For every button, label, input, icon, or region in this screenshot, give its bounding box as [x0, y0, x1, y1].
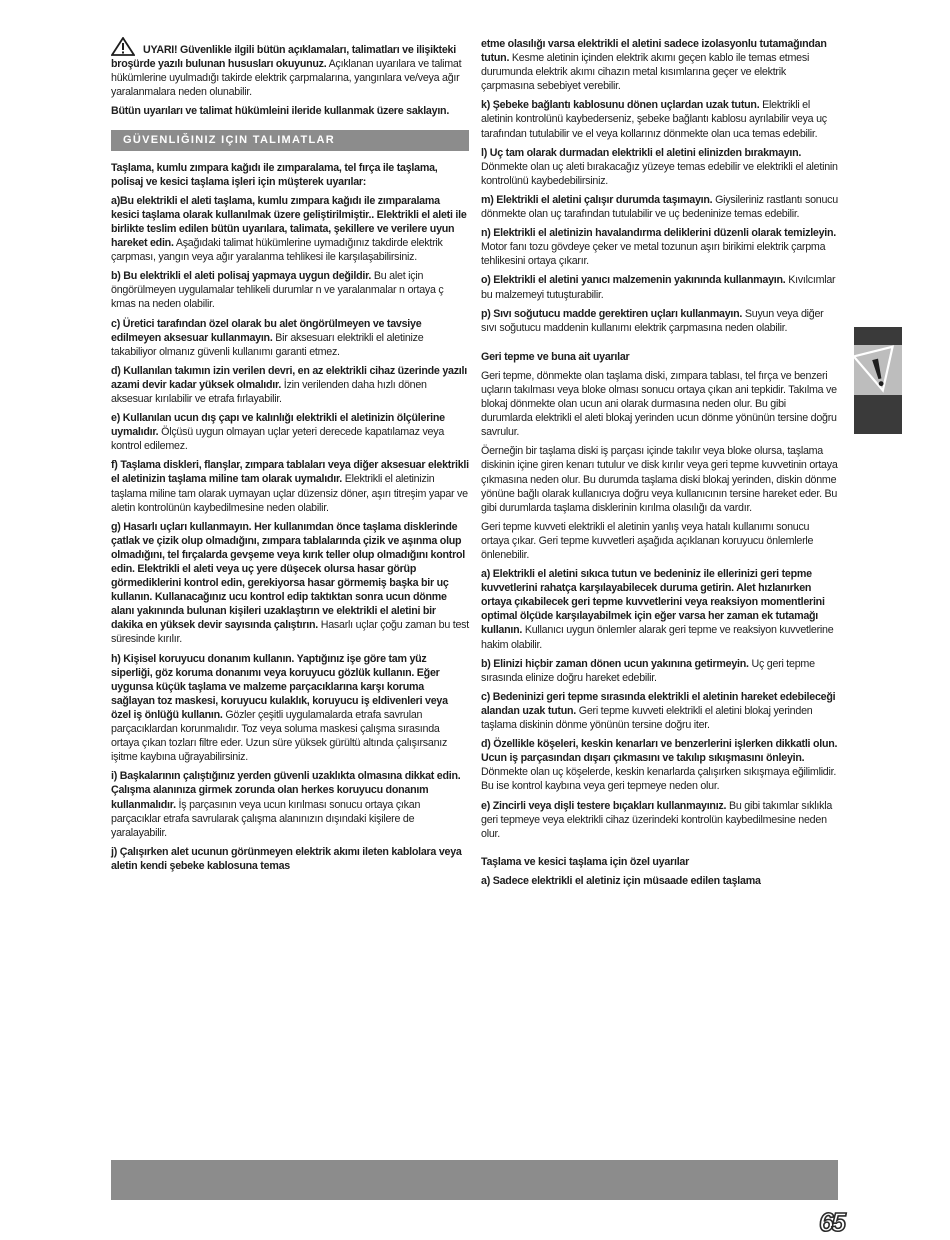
item-bold: e) Zincirli veya dişli testere bıçakları kullanmayınız.	[481, 799, 727, 812]
list-item	[481, 273, 839, 301]
list-item	[111, 317, 469, 359]
list-item	[481, 799, 839, 841]
list-item	[481, 146, 839, 188]
item-text: Hasarlı uçlar çoğu zaman bu test süresinde kırılır.	[111, 619, 469, 646]
list-item	[481, 737, 839, 793]
item-text: Elektrikli el aletinin kontrolünü kaybederseniz, şebeke bağlantı kablosu ayrılabilir veya uç tarafından tutulabilir ve el veya kollarınız dönmekte olan uca temas edebilir.	[481, 99, 827, 140]
list-item	[111, 520, 469, 647]
footer-bar	[111, 1160, 838, 1200]
item-bold: l) Uç tam olarak durmadan elektrikli el aletini elinizden bırakmayın.	[481, 146, 802, 159]
item-bold: p) Sıvı soğutucu madde gerektiren uçları kullanmayın.	[481, 307, 743, 320]
item-bold: d) Kullanılan takımın izin verilen devri, en az elektrikli cihaz üzerinde yazılı azami devir kadar yüksek olmalıdır.	[111, 364, 467, 391]
item-text: Bir aksesuarı elektrikli el aletinize takabiliyor olmanız güvenli kullanımı garanti etmez.	[111, 331, 424, 358]
item-bold: c) Bedeninizi geri tepme sırasında elektrikli el aletinin hareket edebileceği alandan uzak tutun.	[481, 690, 836, 717]
item-text: Geri tepme kuvveti elektrikli el aletini blokaj yerinden taşlama diskinin dönme yönünün tersine doğru iter.	[481, 704, 813, 732]
item-bold: n) Elektrikli el aletinizin havalandırma deliklerini düzenli olarak temizleyin.	[481, 227, 837, 240]
list-item	[111, 769, 469, 839]
item-bold: f) Taşlama diskleri, flanşlar, zımpara tablaları veya diğer aksesuar elektrikli el aletinizin taşlama miline tam olarak uymalıdır.	[111, 459, 469, 486]
item-text: Giysileriniz rastlantı sonucu dönmekte olan uç tarafından tutulabilir ve uç bedeninize temas edebilir.	[481, 193, 838, 221]
item-text: Ölçüsü uygun olmayan uçlar yeteri derecede kapatılamaz veya kontrol edilemez.	[111, 426, 445, 453]
kickback-paragraph: Geri tepme kuvveti elektrikli el aletinin yanlış veya hatalı kullanımı sonucu ortaya çıkar. Geri tepme kuvvetleri aşağıda açıklanan koruyucu önlemlerle önlenebilir.	[481, 520, 814, 561]
item-bold: c) Üretici tarafından özel olarak bu alet öngörülmeyen ve tavsiye edilmeyen aksesuar kullanmayın.	[111, 317, 422, 344]
item-bold: a)Bu elektrikli el aleti taşlama, kumlu zımpara kağıdı ile zımparalama kesici taşlama olarak kullanılmak üzere geliştirilmiştir.. Elektrikli el aleti ile birlikte teslim edilen bütün uyarılara, talimata, şekillere ve verilere uyun hareket edin.	[111, 194, 467, 250]
list-item	[481, 307, 839, 335]
item-text: İş parçasının veya ucun kırılması sonucu ortaya çıkan parçacıklar etrafa savrularak çalışma alanınızın dışındaki kişilere de yaralayabilir.	[111, 798, 421, 839]
exclamation-icon	[854, 345, 902, 395]
item-bold: h) Kişisel koruyucu donanım kullanın. Yaptığınız işe göre tam yüz siperliği, göz koruma donanımı veya koruyucu gözlük kullanın. Eğer uygunsa küçük taşlama ve malzeme parçacıklarına karşı koruma sağlayan toz maskesi, koruyucu kulaklık, koruyucu iş eldivenleri veya özel iş önlüğü kullanın.	[111, 652, 448, 721]
warning-heading: UYARI! Güvenlikle ilgili bütün açıklamaları, talimatları ve ilişikteki broşürde yazılı bulunan hususları okuyunuz.	[111, 44, 456, 71]
kickback-paragraph: Geri tepme, dönmekte olan taşlama diski, zımpara tablası, tel fırça ve benzeri uçların takılması veya bloke olması sonucu ortaya çıkan ani tepkidir. Takılma ve blokaj dönmekte olan ucun ani olarak durmasına neden olur. Bu gibi durumlarda elektrikli el aleti blokaj yerinden ucun dönme yönünün tersine doğru savrulur.	[481, 369, 837, 439]
list-item	[481, 690, 839, 732]
item-bold: k) Şebeke bağlantı kablosunu dönen uçlardan uzak tutun.	[481, 99, 760, 112]
item-bold: j) Çalışırken alet ucunun görünmeyen elektrik akımı ileten kablolara veya aletin kendi şebeke kablosuna temas	[111, 845, 462, 872]
kickback-paragraph: Öerneğin bir taşlama diski iş parçası içinde takılır veya bloke olursa, taşlama diskinin içine giren kenarı tutulur ve disk kırılır veya geri tepme kuvvetinin ortaya çıkmasına neden olur. Bu durumda taşlama diski blokaj yerinden, diskin dönme yönüne bağlı olarak kullanıcıya doğru veya kullanıcının tersine hareket eder. Bu gibi durumlarda taşlama disklerinin kırılma olasılığı da vardır.	[481, 445, 838, 514]
list-item	[481, 657, 839, 685]
list-item	[111, 269, 469, 311]
item-text: Elektrikli el aletinizin taşlama miline tam olarak uymayan uçlar düzensiz döner, aşırı titreşim yapar ve aletin kontrolünün kaybedilmesine neden olabilir.	[111, 473, 468, 514]
list-item	[111, 458, 469, 514]
item-text: Bu alet için öngörülmeyen uygulamalar tehlikeli durumlar n ve yaralanmalar n ortaya ç kmas na neden olabilir.	[111, 270, 444, 311]
item-text: Bu gibi takımlar sıklıkla geri tepmeye veya elektrikli cihaz üzerindeki kontrolün kaybedilmesine neden olur.	[481, 799, 833, 840]
section-title-bar: GÜVENLIĞINIZ IÇIN TALIMATLAR	[111, 130, 469, 150]
side-warning-tab	[854, 327, 902, 434]
item-bold: g) Hasarlı uçları kullanmayın. Her kullanımdan önce taşlama disklerinde çatlak ve çizik olup olmadığını, zımpara tablalarında çizik ve aşınma olup olmadığını, tel fırçalarda gevşeme veya kırık teller olup olmadığını kontrol edin. Elektrikli el aleti veya uç yere düşecek olursa hasar görüp görmediklerini kontrol edin, gerekiyorsa hasar görmemiş başka bir uç kullanın. Kullanacağınız ucu kontrol edip taktıktan sonra ucun dönme alanı yakınında bulunan kişileri uzaklaştırın ve elektrikli el aletini bir dakika en yüksek devir sayısında çalıştırın.	[111, 520, 465, 632]
intro-text: Taşlama, kumlu zımpara kağıdı ile zımparalama, tel fırça ile taşlama, polisaj ve kesici taşlama işleri için müşterek uyarılar:	[111, 161, 438, 188]
item-text: İzin verilenden daha hızlı dönen aksesuar kırılabilir ve etrafa fırlayabilir.	[111, 378, 427, 405]
item-bold: d) Özellikle köşeleri, keskin kenarları ve benzerlerini işlerken dikkatli olun. Ucun iş parçasından dışarı çıkmasını ve takılıp sıkışmasını önleyin.	[481, 738, 838, 765]
kickback-heading: Geri tepme ve buna ait uyarılar	[481, 350, 630, 363]
list-item	[481, 98, 839, 140]
item-bold: i) Başkalarının çalıştığınız yerden güvenli uzaklıkta olmasına dikkat edin. Çalışma alanınıza girmek zorunda olan herkes koruyucu donanım kullanmalıdır.	[111, 770, 461, 811]
page-number: 65	[819, 1207, 844, 1237]
list-item	[111, 652, 469, 765]
side-tab-panel	[854, 345, 902, 395]
warning-body: Açıklanan uyarılara ve talimat hükümlerine uyulmadığı takirde elektrik çarpmalarına, yangınlara ve/veya ağır yaralanmalara neden olunabilir.	[111, 58, 462, 99]
item-text: Kıvılcımlar bu malzemeyi tutuşturabilir.	[481, 274, 836, 301]
item-text: Kesme aletinin içinden elektrik akımı geçen kablo ile temas etmesi durumunda elektrik akımı cihazın metal kısımlarına geçer ve elektrik çarpmasına sebebiyet verebilir.	[481, 52, 810, 93]
list-item	[481, 193, 839, 221]
item-text: Kullanıcı uygun önlemler alarak geri tepme ve reaksiyon kuvvetlerine hakim olabilir.	[481, 624, 834, 651]
item-text: Uç geri tepme sırasında elinize doğru hareket edebilir.	[481, 657, 815, 684]
item-text: Gözler çeşitli uygulamalarda etrafa savrulan parçacıklardan korunmalıdır. Toz veya soluma maskesi çalışma sırasında ortaya çıkan tozları filtre eder. Uzun süre yüksek gürültü altında çalışırsanız işitme kaybına uğrayabilirsiniz.	[111, 708, 448, 764]
keep-note: Bütün uyarıları ve talimat hükümleini ileride kullanmak üzere saklayın.	[111, 105, 450, 118]
item-bold: a) Elektrikli el aletini sıkıca tutun ve bedeniniz ile ellerinizi geri tepme kuvvetlerini rahatça karşılayabilecek duruma getirin. Alet hızlanırken ortaya çıkabilecek geri tepme kuvvetlerini veya reaksiyon momentlerini optimal ölçüde karşılayabilmek için eğer varsa her zaman ek tutamağı kullanın.	[481, 568, 825, 637]
list-item	[111, 845, 469, 873]
left-column	[111, 37, 469, 878]
item-bold: b) Elinizi hiçbir zaman dönen ucun yakınına getirmeyin.	[481, 657, 749, 670]
item-text: Aşağıdaki talimat hükümlerine uymadığınız takdirde elektrik çarpması, yangın veya ağır yaralanma tehlikesi ile karşılaşabilirsiniz.	[111, 237, 443, 264]
warning-triangle-icon	[111, 37, 135, 56]
list-item	[481, 226, 839, 268]
list-item	[481, 567, 839, 652]
right-column	[481, 37, 839, 893]
item-text: Dönmekte olan uç köşelerde, keskin kenarlarda çalışırken sıkışmaya eğilimlidir. Bu ise kontrol kaybına veya geri tepmeye neden olur.	[481, 766, 837, 793]
list-item	[111, 364, 469, 406]
warning-block	[111, 37, 469, 99]
list-item	[111, 194, 469, 264]
item-text: Motor fanı tozu gövdeye çeker ve metal tozunun aşırı birikimi elektrik çarpma tehlikesini ortaya çıkarır.	[481, 241, 826, 268]
item-bold: m) Elektrikli el aletini çalışır durumda taşımayın.	[481, 193, 713, 206]
item-text: Suyun veya diğer sıvı soğutucu maddenin kullanımı elektrik çarpmasına neden olabilir.	[481, 307, 824, 334]
item-bold: etme olasılığı varsa elektrikli el aletini sadece izolasyonlu tutamağından tutun.	[481, 38, 827, 65]
list-item	[111, 411, 469, 453]
item-bold: e) Kullanılan ucun dış çapı ve kalınlığı elektrikli el aletinizin ölçülerine uymalıdır.	[111, 412, 445, 439]
list-item	[481, 37, 839, 93]
item-text: Dönmekte olan uç aleti bırakacağız yüzeye temas edebilir ve elektrikli el aletinin kontrolünü kaybedebilirsiniz.	[481, 160, 838, 187]
cutoff-heading: Taşlama ve kesici taşlama için özel uyarılar	[481, 855, 690, 868]
item-bold: b) Bu elektrikli el aleti polisaj yapmaya uygun değildir.	[111, 270, 372, 283]
cutoff-item-a: a) Sadece elektrikli el aletiniz için müsaade edilen taşlama	[481, 874, 761, 887]
item-bold: o) Elektrikli el aletini yanıcı malzemenin yakınında kullanmayın.	[481, 274, 786, 287]
